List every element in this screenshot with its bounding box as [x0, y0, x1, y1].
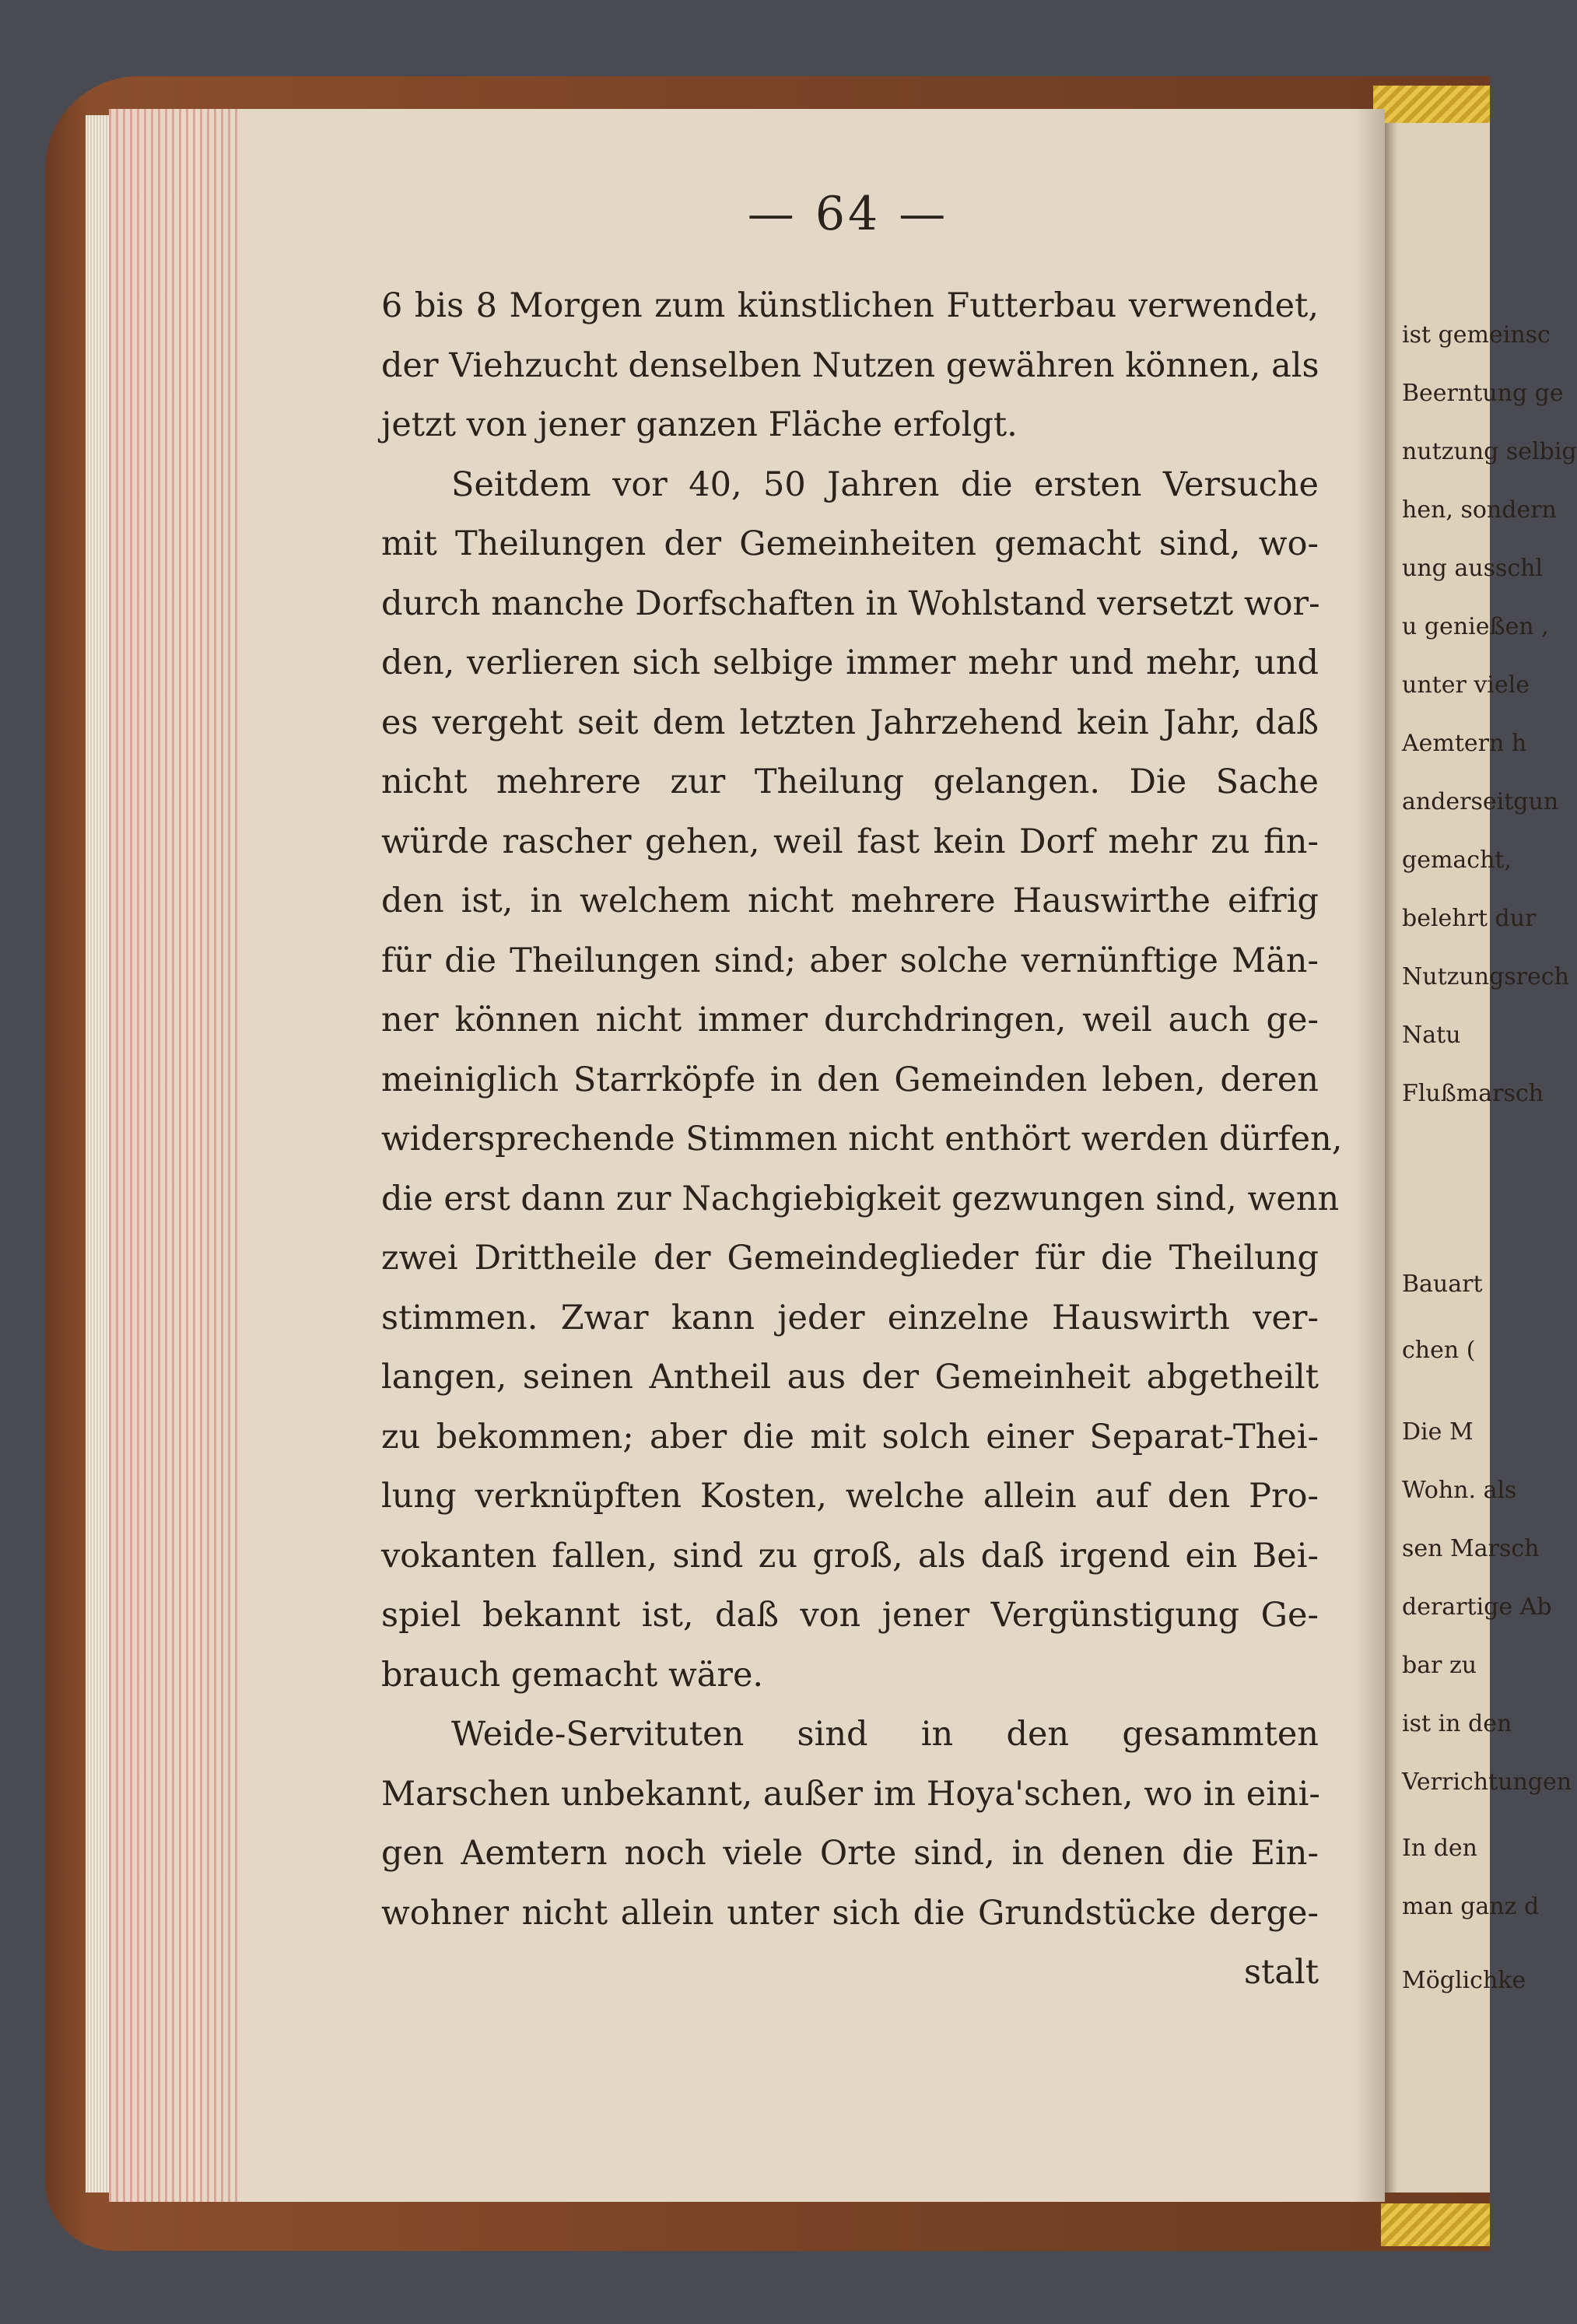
page-number: — 64 —	[747, 187, 949, 241]
page-block-edge	[86, 115, 112, 2193]
text-line: den ist, in welchem nicht mehrere Hauswirthe eifrig	[381, 882, 1319, 920]
catchword: stalt	[1243, 1953, 1319, 1992]
red-speckled-edge	[109, 109, 241, 2202]
facing-text-fragment: unter viele	[1402, 671, 1530, 699]
facing-text-fragment: gemacht,	[1402, 847, 1512, 874]
page-fold-shadow	[1385, 123, 1397, 2193]
text-line: durch manche Dorfschaften in Wohlstand versetzt wor-	[381, 584, 1320, 623]
text-line: ner können nicht immer durchdringen, weil auch ge-	[381, 1001, 1319, 1039]
text-line: Marschen unbekannt, außer im Hoya'schen, wo in eini-	[381, 1774, 1320, 1814]
facing-text-fragment: anderseitgun	[1402, 788, 1559, 815]
text-line: Seitdem vor 40, 50 Jahren die ersten Versuche	[451, 464, 1319, 504]
facing-text-fragment: Möglichke	[1402, 1967, 1526, 1994]
facing-text-fragment: derartige Ab	[1402, 1593, 1552, 1621]
text-line: jetzt von jener ganzen Fläche erfolgt.	[381, 405, 1018, 444]
text-line: brauch gemacht wäre.	[381, 1655, 764, 1695]
facing-text-fragment: sen Marsch	[1402, 1535, 1540, 1562]
text-line: gen Aemtern noch viele Orte sind, in denen die Ein-	[381, 1834, 1319, 1873]
text-line: wohner nicht allein unter sich die Grundstücke derge-	[381, 1893, 1319, 1933]
facing-text-fragment: Wohn. als	[1402, 1477, 1517, 1504]
text-line: spiel bekannt ist, daß von jener Vergünstigung Ge-	[381, 1596, 1319, 1635]
text-line: widersprechende Stimmen nicht enthört werden dürfen,	[381, 1120, 1343, 1158]
text-line: langen, seinen Antheil aus der Gemeinheit abgetheilt	[381, 1358, 1319, 1397]
facing-text-fragment: Beerntung ge	[1402, 380, 1564, 407]
text-line: würde rascher gehen, weil fast kein Dorf mehr zu fin-	[381, 822, 1319, 861]
text-line: mit Theilungen der Gemeinheiten gemacht sind, wo-	[381, 524, 1319, 563]
text-line: für die Theilungen sind; aber solche vernünftige Män-	[381, 941, 1319, 980]
facing-text-fragment: ist in den	[1402, 1710, 1512, 1737]
text-line: Weide-Servituten sind in den gesammten	[451, 1715, 1319, 1754]
text-line: die erst dann zur Nachgiebigkeit gezwungen sind, wenn	[381, 1179, 1340, 1218]
facing-page	[1385, 123, 1577, 2193]
text-line: es vergeht seit dem letzten Jahrzehend kein Jahr, daß	[381, 703, 1319, 742]
facing-text-fragment: Bauart	[1402, 1271, 1483, 1298]
facing-text-fragment: Flußmarsch	[1402, 1080, 1544, 1107]
facing-text-fragment: Nutzungsrech	[1402, 963, 1569, 990]
text-line: den, verlieren sich selbige immer mehr und mehr, und	[381, 643, 1319, 682]
page-gutter	[1354, 109, 1385, 2202]
facing-text-fragment: Natu	[1402, 1022, 1461, 1049]
facing-text-fragment: hen, sondern	[1402, 496, 1557, 524]
text-line: stimmen. Zwar kann jeder einzelne Hauswirth ver-	[381, 1298, 1319, 1337]
facing-text-fragment: bar zu	[1402, 1652, 1477, 1679]
facing-text-fragment: ung ausschl	[1402, 555, 1544, 582]
facing-text-fragment: Die M	[1402, 1418, 1474, 1446]
text-line: meiniglich Starrköpfe in den Gemeinden leben, deren	[381, 1060, 1319, 1099]
facing-text-fragment: belehrt dur	[1402, 905, 1537, 932]
facing-text-fragment: man ganz d	[1402, 1893, 1540, 1920]
facing-text-fragment: nutzung selbig	[1402, 438, 1577, 465]
text-line: vokanten fallen, sind zu groß, als daß irgend ein Bei-	[381, 1536, 1319, 1576]
facing-text-fragment: Verrichtungen	[1402, 1768, 1572, 1796]
text-line: nicht mehrere zur Theilung gelangen. Die Sache	[381, 762, 1319, 801]
text-line: lung verknüpften Kosten, welche allein auf den Pro-	[381, 1477, 1319, 1516]
bookmark-ribbon-bottom	[1381, 2203, 1490, 2246]
text-line: der Viehzucht denselben Nutzen gewähren können, als	[381, 345, 1319, 385]
text-line: zu bekommen; aber die mit solch einer Separat-Thei-	[381, 1417, 1319, 1456]
facing-text-fragment: Aemtern h	[1402, 730, 1527, 757]
facing-text-fragment: chen (	[1402, 1337, 1476, 1364]
text-line: 6 bis 8 Morgen zum künstlichen Futterbau verwendet,	[381, 286, 1319, 325]
text-line: zwei Drittheile der Gemeindeglieder für die Theilung	[381, 1239, 1319, 1278]
body-text	[381, 276, 1343, 2003]
facing-text-fragment: In den	[1402, 1835, 1477, 1862]
facing-text-fragment: u genießen ,	[1402, 613, 1549, 640]
facing-text-fragment: ist gemeinsc	[1402, 321, 1551, 349]
